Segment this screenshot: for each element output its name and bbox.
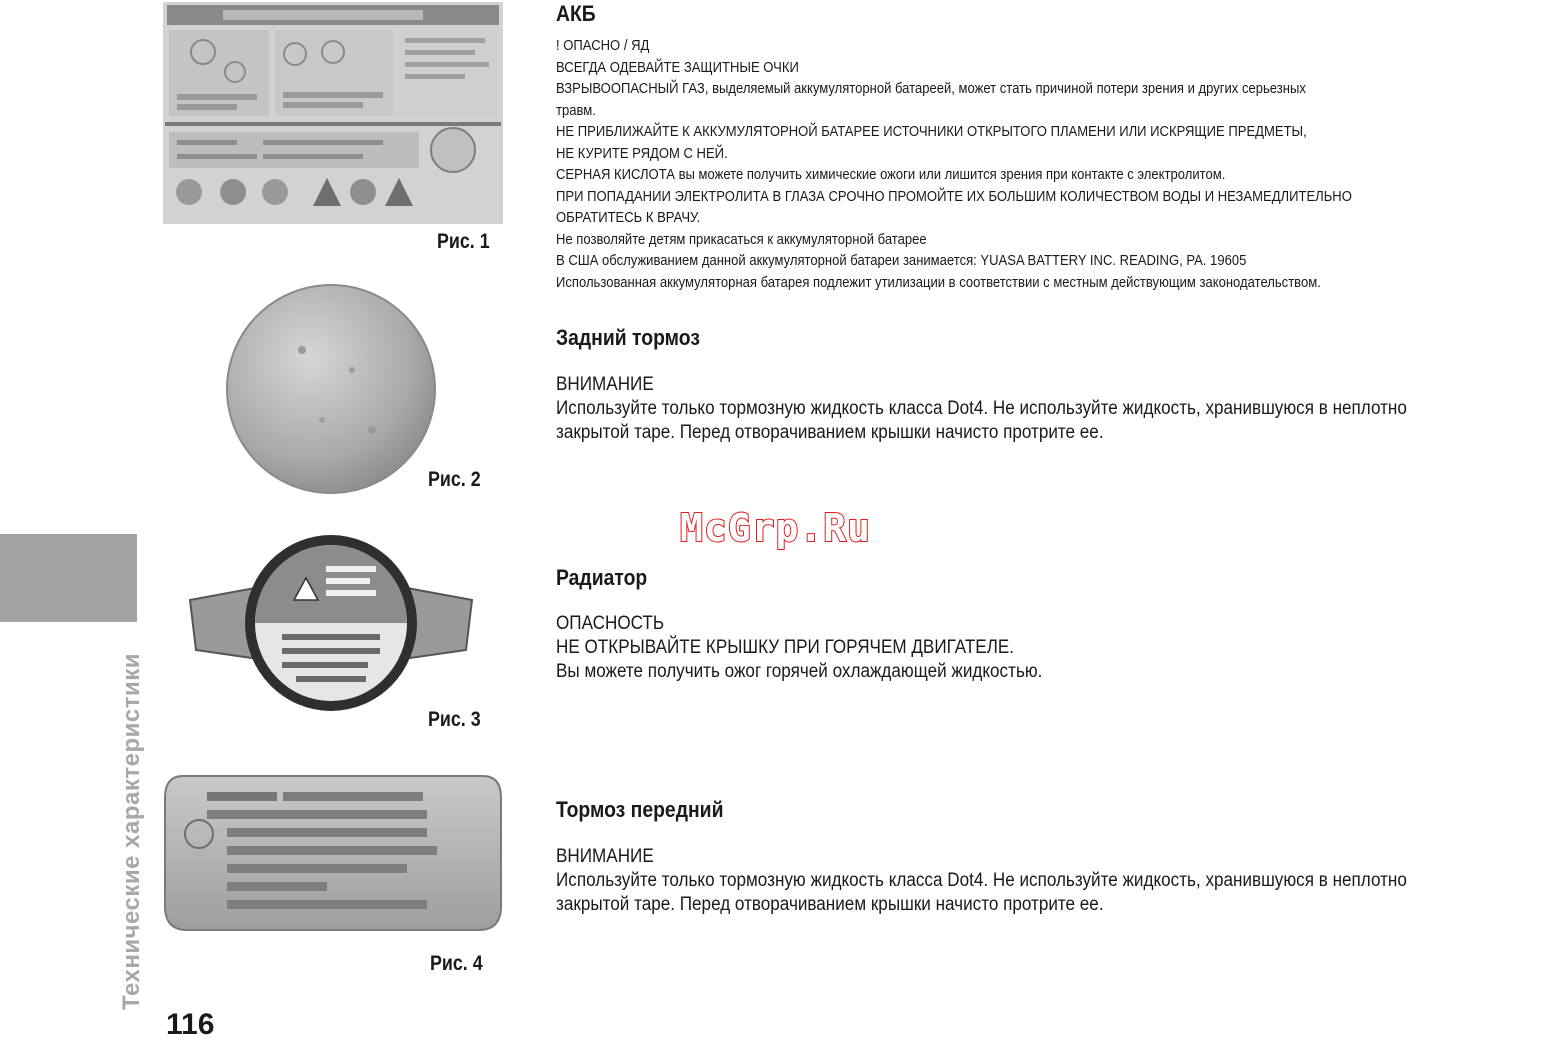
radiator-line: ОПАСНОСТЬ	[556, 613, 665, 634]
rear-brake-line: Используйте только тормозную жидкость класса Dot4. Не используйте жидкость, хранившуюся в неплотно	[556, 398, 1407, 419]
battery-label-image	[163, 2, 503, 224]
rear-brake-line: ВНИМАНИЕ	[556, 374, 654, 395]
figure-3-caption: Рис. 3	[428, 708, 481, 731]
battery-line: ОБРАТИТЕСЬ К ВРАЧУ.	[556, 210, 701, 226]
page-number: 116	[166, 1008, 215, 1041]
figure-4-caption: Рис. 4	[430, 952, 483, 975]
figure-2-caption: Рис. 2	[428, 468, 481, 491]
front-brake-text	[556, 845, 1407, 917]
radiator-cap-image	[186, 530, 476, 716]
rear-brake-text	[556, 373, 1407, 445]
battery-line: Не позволяйте детям прикасаться к аккумуляторной батарее	[556, 231, 927, 248]
battery-line: ПРИ ПОПАДАНИИ ЭЛЕКТРОЛИТА В ГЛАЗА СРОЧНО ПРОМОЙТЕ ИХ БОЛЬШИМ КОЛИЧЕСТВОМ ВОДЫ И НЕЗАМЕДЛИТЕЛЬНО	[556, 188, 1352, 205]
rear-brake-cap-image	[222, 280, 440, 498]
battery-line: НЕ ПРИБЛИЖАЙТЕ К АККУМУЛЯТОРНОЙ БАТАРЕЕ ИСТОЧНИКИ ОТКРЫТОГО ПЛАМЕНИ ИЛИ ИСКРЯЩИЕ ПРЕДМЕТЫ,	[556, 124, 1307, 140]
radiator-line: Вы можете получить ожог горячей охлаждающей жидкостью.	[556, 661, 1043, 682]
watermark: McGrp.Ru	[680, 506, 872, 550]
front-brake-cap-image	[163, 768, 503, 936]
battery-line: травм.	[556, 102, 596, 119]
radiator-heading: Радиатор	[556, 565, 648, 590]
battery-line: ! ОПАСНО / ЯД	[556, 38, 650, 54]
battery-heading: АКБ	[556, 1, 596, 26]
front-brake-line: закрытой таре. Перед отворачиванием крышки начисто протрите ее.	[556, 894, 1104, 915]
battery-line: ВЗРЫВООПАСНЫЙ ГАЗ, выделяемый аккумуляторной батареей, может стать причиной потери зрения и других серьезных	[556, 81, 1306, 97]
radiator-text	[556, 612, 1042, 684]
battery-line: СЕРНАЯ КИСЛОТА вы можете получить химические ожоги или лишится зрения при контакте с электролитом.	[556, 167, 1226, 183]
rear-brake-line: закрытой таре. Перед отворачиванием крышки начисто протрите ее.	[556, 422, 1104, 443]
chapter-title: Технические характеристики	[118, 652, 145, 1010]
battery-line: ВСЕГДА ОДЕВАЙТЕ ЗАЩИТНЫЕ ОЧКИ	[556, 59, 799, 76]
battery-line: Использованная аккумуляторная батарея подлежит утилизации в соответствии с местным действующим законодательством.	[556, 274, 1321, 291]
front-brake-heading: Тормоз передний	[556, 797, 724, 822]
battery-line: НЕ КУРИТЕ РЯДОМ С НЕЙ.	[556, 145, 728, 162]
figure-1-caption: Рис. 1	[437, 230, 490, 253]
chapter-tab-block	[0, 534, 137, 622]
front-brake-line: ВНИМАНИЕ	[556, 846, 654, 867]
radiator-line: НЕ ОТКРЫВАЙТЕ КРЫШКУ ПРИ ГОРЯЧЕМ ДВИГАТЕЛЕ.	[556, 637, 1015, 658]
rear-brake-heading: Задний тормоз	[556, 325, 700, 350]
battery-line: В США обслуживанием данной аккумуляторной батареи занимается: YUASA BATTERY INC. READING, PA. 19605	[556, 253, 1247, 269]
front-brake-line: Используйте только тормозную жидкость класса Dot4. Не используйте жидкость, хранившуюся в неплотно	[556, 870, 1407, 891]
battery-warning-text	[556, 36, 1546, 294]
